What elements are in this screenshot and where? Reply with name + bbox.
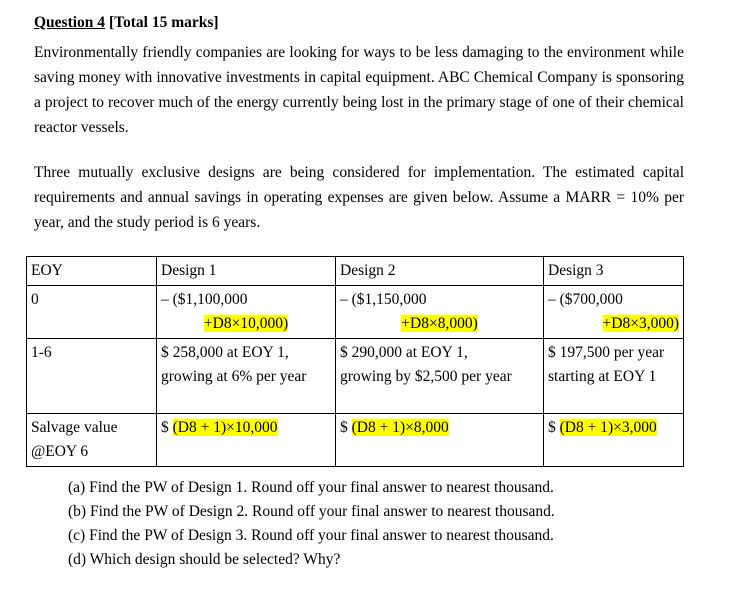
salvage-label-line1: Salvage value — [31, 419, 118, 436]
table-header-row — [27, 257, 684, 286]
setup-paragraph: Three mutually exclusive designs are being considered for implementation. The estimated capital requirements and annual savings in operating expenses are given below. Assume a MARR = 10% per year, and the study period is 6 years. — [34, 164, 684, 231]
header-eoy: EOY — [27, 257, 157, 286]
cell-salvage-label — [27, 414, 157, 467]
d3-salvage-prefix: $ — [548, 419, 560, 436]
part-b: (b) Find the PW of Design 2. Round off your final answer to nearest thousand. — [68, 503, 555, 520]
d2-savings-line1: $ 290,000 at EOY 1, — [340, 344, 468, 361]
cell-eoy1-6: 1-6 — [27, 339, 157, 414]
d3-capital-line1: – ($700,000 — [548, 291, 623, 308]
d2-salvage-prefix: $ — [340, 419, 352, 436]
d2-savings-line2: growing by $2,500 per year — [340, 368, 512, 385]
question-number: Question 4 — [34, 14, 106, 31]
part-d: (d) Which design should be selected? Why? — [68, 551, 341, 568]
d1-savings-line1: $ 258,000 at EOY 1, — [161, 344, 289, 361]
designs-table — [26, 256, 684, 467]
part-a: (a) Find the PW of Design 1. Round off your final answer to nearest thousand. — [68, 479, 554, 496]
cell-d2-salvage — [336, 414, 544, 467]
question-heading — [34, 14, 219, 32]
header-design-1: Design 1 — [157, 257, 336, 286]
cell-d3-capital — [544, 286, 684, 339]
question-parts — [68, 476, 555, 572]
question-marks: [Total 15 marks] — [108, 14, 219, 31]
d2-capital-line2: +D8×8,000) — [401, 315, 478, 332]
header-design-2: Design 2 — [336, 257, 544, 286]
salvage-label-line2: @EOY 6 — [31, 443, 89, 460]
d2-salvage-formula: (D8 + 1)×8,000 — [351, 419, 449, 436]
d3-savings-line1: $ 197,500 per year — [548, 344, 665, 361]
d2-capital-line1: – ($1,150,000 — [340, 291, 427, 308]
d3-salvage-formula: (D8 + 1)×3,000 — [559, 419, 657, 436]
part-c: (c) Find the PW of Design 3. Round off your final answer to nearest thousand. — [68, 527, 554, 544]
intro-paragraph: Environmentally friendly companies are looking for ways to be less damaging to the environment while saving money with innovative investments in capital equipment. ABC Chemical Company is sponsoring a project to recover much of the energy currently being lost in the primary stage of one of their chemical reactor vessels. — [34, 44, 684, 136]
d1-capital-line2: +D8×10,000) — [203, 315, 289, 332]
table-row-salvage — [27, 414, 684, 467]
cell-d1-savings — [157, 339, 336, 414]
table-row-eoy1-6 — [27, 339, 684, 414]
cell-d1-salvage — [157, 414, 336, 467]
cell-eoy0: 0 — [27, 286, 157, 339]
d1-salvage-prefix: $ — [161, 419, 173, 436]
d1-savings-line2: growing at 6% per year — [161, 368, 307, 385]
cell-d2-savings — [336, 339, 544, 414]
header-design-3: Design 3 — [544, 257, 684, 286]
cell-d3-savings — [544, 339, 684, 414]
d1-salvage-formula: (D8 + 1)×10,000 — [172, 419, 278, 436]
table-row-eoy0 — [27, 286, 684, 339]
cell-d3-salvage — [544, 414, 684, 467]
cell-d1-capital — [157, 286, 336, 339]
d3-savings-line2: starting at EOY 1 — [548, 368, 657, 385]
d3-capital-line2: +D8×3,000) — [602, 315, 679, 332]
d1-capital-line1: – ($1,100,000 — [161, 291, 248, 308]
cell-d2-capital — [336, 286, 544, 339]
